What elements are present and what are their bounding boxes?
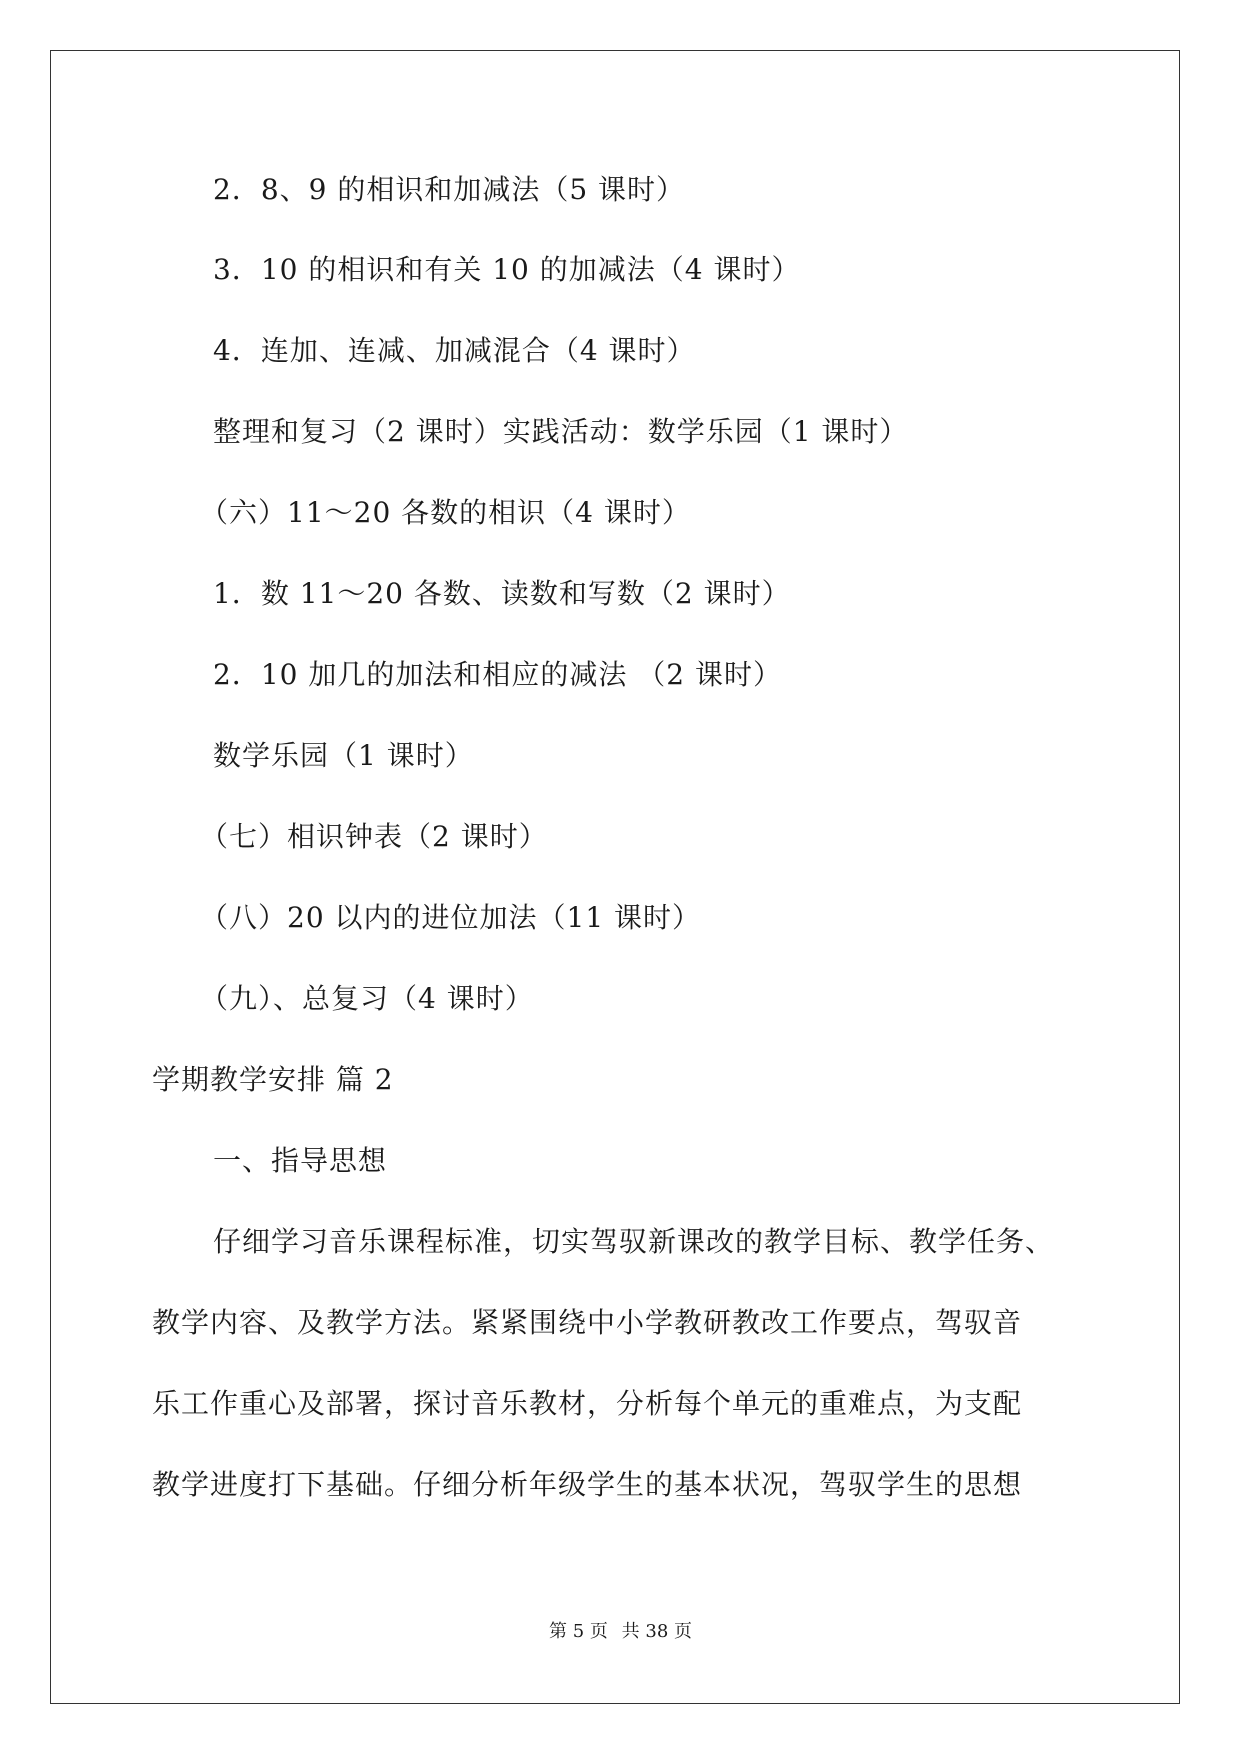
text-line: 2．8、9 的相识和加减法（5 课时）: [213, 173, 686, 206]
text-line: 4．连加、连减、加减混合（4 课时）: [213, 334, 696, 367]
paragraph-line: 仔细学习音乐课程标准，切实驾驭新课改的教学目标、教学任务、: [213, 1225, 1055, 1258]
text-line: 1．数 11～20 各数、读数和写数（2 课时）: [213, 577, 791, 610]
text-line: 2．10 加几的加法和相应的减法 （2 课时）: [213, 658, 782, 691]
text-line: 整理和复习（2 课时）实践活动：数学乐园（1 课时）: [213, 415, 909, 448]
text-line: 3．10 的相识和有关 10 的加减法（4 课时）: [213, 253, 801, 286]
page-total: 共 38 页: [621, 1621, 692, 1642]
text-line: 数学乐园（1 课时）: [213, 739, 474, 772]
section-heading: 学期教学安排 篇 2: [152, 1063, 394, 1096]
text-line: （九）、总复习（4 课时）: [200, 982, 534, 1015]
text-line: （七）相识钟表（2 课时）: [200, 820, 548, 853]
subheading: 一、指导思想: [213, 1144, 388, 1177]
page-border: [50, 50, 1180, 1704]
text-line: （六）11～20 各数的相识（4 课时）: [200, 496, 691, 529]
paragraph-line: 教学内容、及教学方法。紧紧围绕中小学教研教改工作要点，驾驭音: [152, 1306, 1023, 1339]
page-footer: [0, 1620, 1241, 1644]
paragraph-line: 乐工作重心及部署，探讨音乐教材，分析每个单元的重难点，为支配: [152, 1387, 1023, 1420]
text-line: （八）20 以内的进位加法（11 课时）: [200, 901, 702, 934]
paragraph-line: 教学进度打下基础。仔细分析年级学生的基本状况，驾驭学生的思想: [152, 1468, 1023, 1501]
page-number: 第 5 页: [549, 1621, 608, 1642]
